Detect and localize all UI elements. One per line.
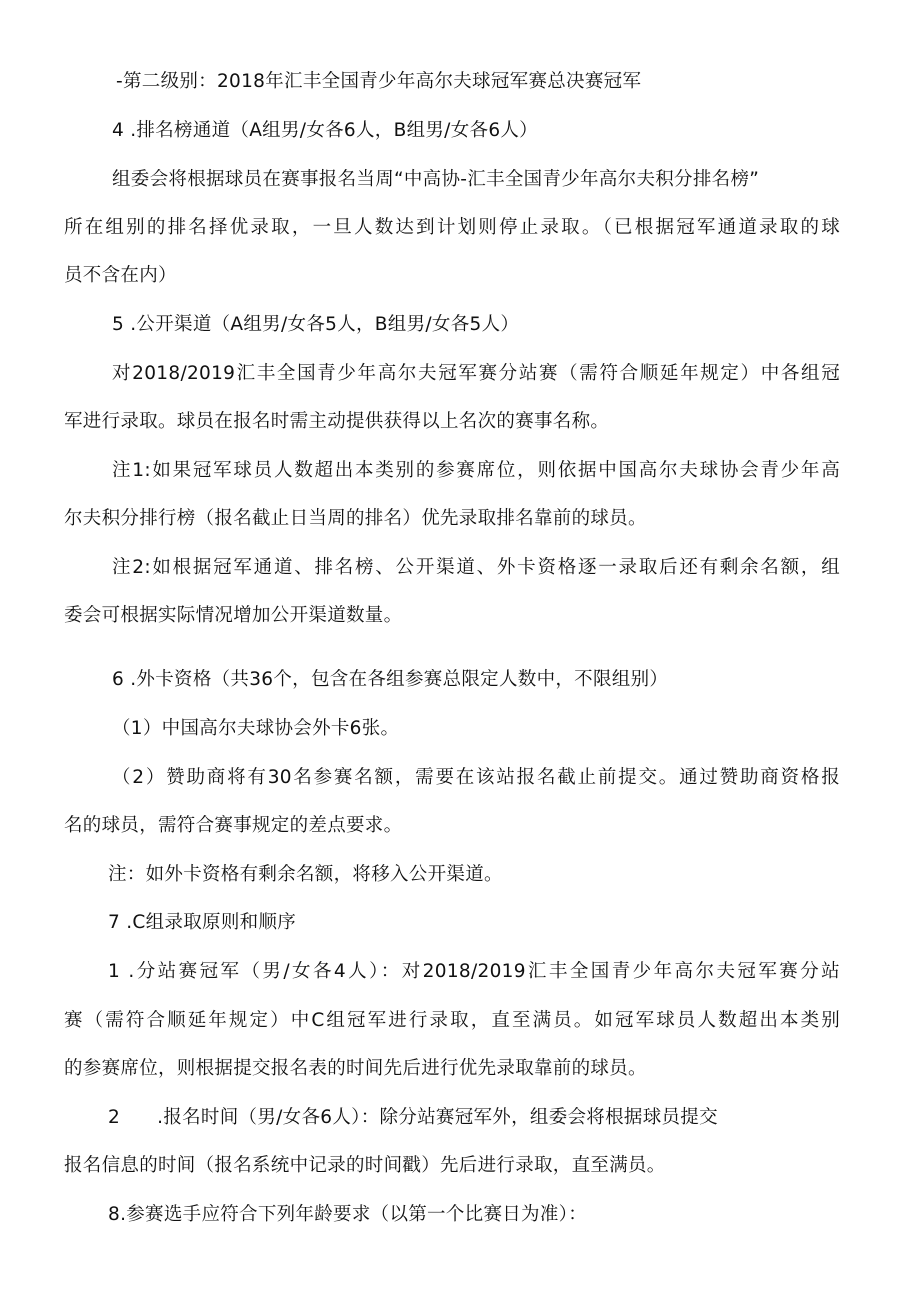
section-heading-8: 8.参赛选手应符合下列年龄要求（以第一个比赛日为准）：: [108, 1204, 588, 1225]
c-group-item-1-line-3: 的参赛席位，则根据提交报名表的时间先后进行优先录取靠前的球员。: [64, 1058, 647, 1079]
note-2-line-2: 委会可根据实际情况增加公开渠道数量。: [64, 605, 403, 626]
section-heading-4: 4 .排名榜通道（A组男/女各6人，B组男/女各6人）: [112, 120, 538, 141]
wildcard-item-1: （1）中国高尔夫球协会外卡6张。: [112, 718, 400, 739]
c-group-item-1-line-2: 赛（需符合顺延年规定）中C组冠军进行录取，直至满员。如冠军球员人数超出本类别: [64, 1010, 840, 1031]
text-line-8: 军进行录取。球员在报名时需主动提供获得以上名次的赛事名称。: [64, 411, 610, 432]
c-group-item-1-line-1: 1 .分站赛冠军（男/女各4人）：对2018/2019汇丰全国青少年高尔夫冠军赛分站: [108, 961, 840, 982]
note-1-line-1: 注1:如果冠军球员人数超出本类别的参赛席位，则依据中国高尔夫球协会青少年高: [112, 460, 840, 481]
text-line-7: 对2018/2019汇丰全国青少年高尔夫冠军赛分站赛（需符合顺延年规定）中各组冠: [112, 363, 840, 384]
wildcard-note: 注：如外卡资格有剩余名额，将移入公开渠道。: [108, 864, 503, 885]
wildcard-item-2-line-1: （2）赞助商将有30名参赛名额，需要在该站报名截止前提交。通过赞助商资格报: [112, 767, 840, 788]
section-heading-5: 5 .公开渠道（A组男/女各5人，B组男/女各5人）: [112, 314, 520, 335]
note-2-line-1: 注2:如根据冠军通道、排名榜、公开渠道、外卡资格逐一录取后还有剩余名额，组: [112, 557, 840, 578]
text-line-1: -第二级别：2018年汇丰全国青少年高尔夫球冠军赛总决赛冠军: [116, 71, 642, 92]
section-heading-6: 6 .外卡资格（共36个，包含在各组参赛总限定人数中，不限组别）: [112, 669, 669, 690]
c-group-item-2-line-2: 报名信息的时间（报名系统中记录的时间戳）先后进行录取，直至满员。: [64, 1155, 666, 1176]
text-line-3: 组委会将根据球员在赛事报名当周“中高协-汇丰全国青少年高尔夫积分排名榜”: [112, 169, 760, 190]
wildcard-item-2-line-2: 名的球员，需符合赛事规定的差点要求。: [64, 815, 403, 836]
section-heading-7: 7 .C组录取原则和顺序: [108, 912, 297, 933]
c-group-item-2-line-1: 2 .报名时间（男/女各6人）：除分站赛冠军外，组委会将根据球员提交: [108, 1107, 718, 1128]
note-1-line-2: 尔夫积分排行榜（报名截止日当周的排名）优先录取排名靠前的球员。: [64, 508, 647, 529]
text-line-5: 员不含在内）: [64, 265, 177, 286]
text-line-4: 所在组别的排名择优录取，一旦人数达到计划则停止录取。（已根据冠军通道录取的球: [64, 217, 840, 238]
